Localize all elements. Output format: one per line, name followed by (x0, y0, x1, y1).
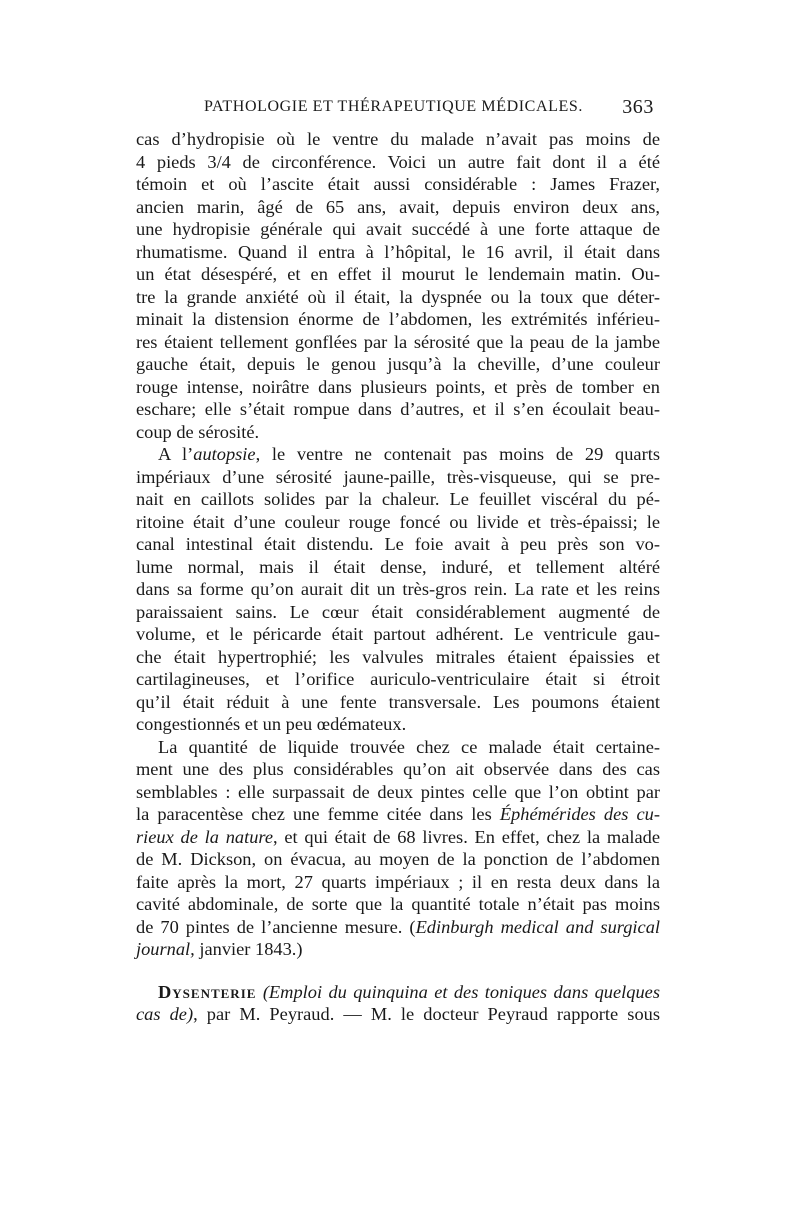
text-line: La quantité de liquide trouvée chez ce malade était certaine- (158, 736, 660, 757)
text-line (136, 826, 660, 849)
text-line: une hydropisie générale qui avait succédé à une forte attaque de (136, 219, 660, 239)
text-line: faite après la mort, 27 quarts impériaux ; il en resta deux dans la (136, 871, 660, 892)
text-line: rouge intense, noirâtre dans plusieurs points, et près de tomber en (136, 376, 660, 397)
text-run: , le ventre ne contenait pas moins de 29 quarts (255, 444, 660, 464)
text-line: minait la distension énorme de l’abdomen, les extrémités inférieu- (136, 309, 660, 329)
text-line: impériaux d’une sérosité jaune-paille, très-visqueuse, qui se pre- (136, 466, 660, 487)
running-head-title: PATHOLOGIE ET THÉRAPEUTIQUE MÉDICALES. (204, 98, 583, 115)
italic-citation: journal, (136, 939, 195, 959)
text-line: congestionnés et un peu œdémateux. (136, 714, 407, 734)
italic-subtitle: (Emploi du quinquina et des toniques dans quelques (262, 981, 660, 1002)
text-run: janvier 1843.) (194, 939, 303, 959)
text-line (136, 1003, 660, 1026)
running-head (200, 96, 660, 122)
text-line (136, 916, 660, 939)
text-line: gauche était, depuis le genou jusqu’à la cheville, d’une couleur (136, 354, 660, 374)
text-line: tre la grande anxiété où il était, la dyspnée ou la toux que déter- (136, 286, 660, 307)
text-line: de M. Dickson, on évacua, au moyen de la ponction de l’abdomen (136, 849, 660, 869)
text-line: che était hypertrophié; les valvules mitrales étaient épaissies et (136, 646, 660, 667)
italic-citation: Éphémérides des cu- (499, 804, 660, 824)
text-line: eschare; elle s’était rompue dans d’autres, et il s’en écoulait beau- (136, 399, 660, 419)
italic-term: autopsie (193, 444, 256, 464)
text-run: de 70 pintes de l’ancienne mesure. ( (136, 916, 416, 937)
text-line: semblables : elle surpassait de deux pintes celle que l’on obtint par (136, 781, 660, 802)
text-run: , et qui était de 68 livres. En effet, chez la malade (273, 826, 660, 847)
page-number: 363 (622, 96, 654, 118)
text-line: un état désespéré, et en effet il mourut le lendemain matin. Ou- (136, 264, 660, 284)
text-line (136, 938, 660, 961)
text-line: ancien marin, âgé de 65 ans, avait, depuis environ deux ans, (136, 196, 660, 217)
text-line: nait en caillots solides par la chaleur. Le feuillet viscéral du pé- (136, 489, 660, 509)
paragraph-quantite (136, 736, 660, 961)
text-line: dans sa forme qu’on aurait dit un très-gros rein. La rate et les reins (136, 579, 660, 599)
paragraph-ascite-case (136, 128, 660, 443)
text-line: coup de sérosité. (136, 421, 260, 442)
text-line: rhumatisme. Quand il entra à l’hôpital, le 16 avril, il était dans (136, 241, 660, 262)
text-run: la paracentèse chez une femme citée dans les (136, 804, 500, 824)
text-line: volume, et le péricarde était partout adhérent. Le ventricule gau- (136, 624, 660, 644)
text-line: lume normal, mais il était dense, induré, et tellement altéré (136, 556, 660, 577)
body-text (136, 128, 660, 1026)
text-line: cavité abdominale, de sorte que la quantité totale n’était pas moins (136, 894, 660, 914)
paragraph-autopsie (136, 443, 660, 736)
paragraph-dysenterie (136, 981, 660, 1026)
italic-citation: rieux de la nature (136, 826, 274, 847)
italic-subtitle: cas de) (136, 1004, 194, 1024)
text-line: paraissaient sains. Le cœur était considérablement augmenté de (136, 601, 660, 622)
text-run: , par M. Peyraud. — M. le docteur Peyraud rapporte sous (193, 1004, 660, 1024)
text-run: A l’ (158, 444, 194, 464)
text-line: canal intestinal était distendu. Le foie avait à peu près son vo- (136, 534, 660, 554)
text-line: témoin et où l’ascite était aussi considérable : James Frazer, (136, 174, 660, 194)
text-line (136, 981, 660, 1004)
text-line: 4 pieds 3/4 de circonférence. Voici un autre fait dont il a été (136, 151, 660, 172)
text-line: ment une des plus considérables qu’on ait observée dans des cas (136, 759, 660, 779)
italic-citation: Edinburgh medical and surgical (415, 916, 661, 937)
text-line: cas d’hydropisie où le ventre du malade n’avait pas moins de (136, 129, 660, 149)
text-line: res étaient tellement gonflées par la sérosité que la peau de la jambe (136, 331, 660, 352)
text-line: ritoine était d’une couleur rouge foncé ou livide et très-épaissi; le (136, 511, 660, 532)
text-line: qu’il était réduit à une fente transversale. Les poumons étaient (136, 691, 660, 712)
section-heading: Dysenterie (158, 981, 257, 1002)
text-line (136, 443, 660, 466)
section-gap (136, 961, 660, 981)
text-line (136, 803, 660, 826)
text-line: cartilagineuses, et l’orifice auriculo-ventriculaire était si étroit (136, 669, 660, 689)
